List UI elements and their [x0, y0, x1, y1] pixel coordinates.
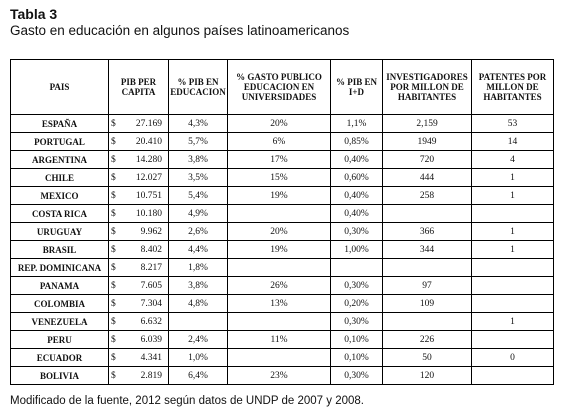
cell-patentes [472, 331, 554, 349]
cell-patentes: 1 [472, 313, 554, 331]
cell-pib-educacion: 5,7% [169, 133, 228, 151]
cell-pib-educacion: 1,0% [169, 349, 228, 367]
cell-pib-per-capita [109, 187, 169, 205]
cell-pais: ECUADOR [11, 349, 109, 367]
currency-symbol: $ [111, 118, 116, 129]
cell-pib-per-capita [109, 277, 169, 295]
currency-symbol: $ [111, 262, 116, 273]
cell-gasto-universidades: 15% [228, 169, 331, 187]
source-note: Modificado de la fuente, 2012 según datos de UNDP de 2007 y 2008. [10, 395, 364, 407]
cell-pib-id: 0,40% [331, 187, 383, 205]
cell-pais: COSTA RICA [11, 205, 109, 223]
table-row [11, 205, 554, 223]
cell-pib-per-capita [109, 331, 169, 349]
cell-pib-value: 10.751 [135, 190, 162, 201]
cell-pib-educacion: 5,4% [169, 187, 228, 205]
cell-gasto-universidades: 20% [228, 223, 331, 241]
cell-pais: URUGUAY [11, 223, 109, 241]
cell-pib-value: 7.605 [140, 280, 162, 291]
cell-pib-educacion: 2,4% [169, 331, 228, 349]
cell-patentes: 1 [472, 241, 554, 259]
cell-pib-id: 0,30% [331, 313, 383, 331]
cell-investigadores [383, 313, 472, 331]
cell-investigadores: 97 [383, 277, 472, 295]
table-row [11, 277, 554, 295]
table-title: Tabla 3 [10, 6, 58, 22]
currency-symbol: $ [111, 370, 116, 381]
cell-patentes: 0 [472, 349, 554, 367]
cell-gasto-universidades: 13% [228, 295, 331, 313]
cell-investigadores: 444 [383, 169, 472, 187]
header-patentes: PATENTES POR MILLON DE HABITANTES [472, 60, 554, 115]
cell-pais: ARGENTINA [11, 151, 109, 169]
cell-investigadores [383, 259, 472, 277]
education-spending-table [10, 59, 554, 385]
cell-gasto-universidades: 20% [228, 115, 331, 133]
cell-pib-value: 20.410 [135, 136, 162, 147]
currency-symbol: $ [111, 190, 116, 201]
cell-pib-value: 6.632 [140, 316, 162, 327]
table-row [11, 187, 554, 205]
cell-investigadores: 109 [383, 295, 472, 313]
cell-pib-value: 27.169 [135, 118, 162, 129]
cell-pais: ESPAÑA [11, 115, 109, 133]
cell-pib-per-capita [109, 313, 169, 331]
cell-investigadores: 720 [383, 151, 472, 169]
cell-gasto-universidades: 11% [228, 331, 331, 349]
cell-pib-per-capita [109, 133, 169, 151]
header-row [11, 60, 554, 115]
cell-pais: PORTUGAL [11, 133, 109, 151]
cell-pib-id: 0,40% [331, 205, 383, 223]
cell-pais: COLOMBIA [11, 295, 109, 313]
cell-pib-educacion: 4,9% [169, 205, 228, 223]
cell-investigadores: 1949 [383, 133, 472, 151]
cell-investigadores [383, 205, 472, 223]
header-pib-per-capita: PIB PER CAPITA [109, 60, 169, 115]
currency-symbol: $ [111, 208, 116, 219]
cell-pib-value: 8.402 [140, 244, 162, 255]
cell-pib-id: 0,40% [331, 151, 383, 169]
cell-pib-per-capita [109, 367, 169, 385]
cell-patentes: 1 [472, 223, 554, 241]
table-row [11, 133, 554, 151]
currency-symbol: $ [111, 172, 116, 183]
currency-symbol: $ [111, 280, 116, 291]
cell-pib-educacion: 3,8% [169, 151, 228, 169]
cell-pib-educacion: 4,4% [169, 241, 228, 259]
cell-pib-per-capita [109, 241, 169, 259]
cell-pib-educacion: 4,8% [169, 295, 228, 313]
header-gasto-universidades: % GASTO PUBLICO EDUCACION EN UNIVERSIDADES [228, 60, 331, 115]
cell-investigadores: 344 [383, 241, 472, 259]
cell-pib-educacion: 6,4% [169, 367, 228, 385]
cell-pib-per-capita [109, 223, 169, 241]
cell-pib-per-capita [109, 205, 169, 223]
table-row [11, 313, 554, 331]
cell-pib-educacion [169, 313, 228, 331]
currency-symbol: $ [111, 136, 116, 147]
currency-symbol: $ [111, 226, 116, 237]
cell-pais: BRASIL [11, 241, 109, 259]
cell-pib-per-capita [109, 349, 169, 367]
table-row [11, 169, 554, 187]
currency-symbol: $ [111, 352, 116, 363]
cell-investigadores: 2,159 [383, 115, 472, 133]
cell-patentes: 14 [472, 133, 554, 151]
table-row [11, 259, 554, 277]
cell-pais: MEXICO [11, 187, 109, 205]
cell-patentes: 53 [472, 115, 554, 133]
cell-pib-educacion: 2,6% [169, 223, 228, 241]
cell-pib-educacion: 1,8% [169, 259, 228, 277]
table-row [11, 367, 554, 385]
cell-pib-value: 12.027 [135, 172, 162, 183]
currency-symbol: $ [111, 334, 116, 345]
cell-pib-id: 0,30% [331, 277, 383, 295]
cell-patentes [472, 259, 554, 277]
cell-pib-per-capita [109, 169, 169, 187]
cell-pib-per-capita [109, 151, 169, 169]
table-row [11, 349, 554, 367]
table-row [11, 115, 554, 133]
currency-symbol: $ [111, 244, 116, 255]
cell-pib-per-capita [109, 115, 169, 133]
cell-pib-value: 6.039 [140, 334, 162, 345]
cell-investigadores: 258 [383, 187, 472, 205]
header-pib-educacion: % PIB EN EDUCACION [169, 60, 228, 115]
cell-pib-value: 14.280 [135, 154, 162, 165]
cell-gasto-universidades: 17% [228, 151, 331, 169]
cell-patentes [472, 295, 554, 313]
cell-pais: VENEZUELA [11, 313, 109, 331]
currency-symbol: $ [111, 316, 116, 327]
header-pais: PAIS [11, 60, 109, 115]
cell-pib-per-capita [109, 295, 169, 313]
cell-pais: BOLIVIA [11, 367, 109, 385]
cell-pais: CHILE [11, 169, 109, 187]
cell-patentes: 1 [472, 169, 554, 187]
cell-pib-per-capita [109, 259, 169, 277]
table-body [11, 115, 554, 385]
cell-pib-value: 4.341 [140, 352, 162, 363]
table-row [11, 295, 554, 313]
cell-pib-id [331, 259, 383, 277]
cell-gasto-universidades: 6% [228, 133, 331, 151]
cell-pib-educacion: 4,3% [169, 115, 228, 133]
cell-patentes: 4 [472, 151, 554, 169]
cell-pib-educacion: 3,5% [169, 169, 228, 187]
cell-pib-id: 0,20% [331, 295, 383, 313]
cell-pib-value: 8.217 [140, 262, 162, 273]
table-row [11, 223, 554, 241]
cell-pib-id: 0,85% [331, 133, 383, 151]
cell-pib-id: 0,30% [331, 367, 383, 385]
cell-pib-id: 0,60% [331, 169, 383, 187]
cell-investigadores: 226 [383, 331, 472, 349]
cell-gasto-universidades [228, 313, 331, 331]
cell-pib-value: 7.304 [140, 298, 162, 309]
table-row [11, 151, 554, 169]
currency-symbol: $ [111, 154, 116, 165]
cell-gasto-universidades [228, 259, 331, 277]
cell-patentes [472, 367, 554, 385]
cell-pib-id: 0,10% [331, 349, 383, 367]
header-investigadores: INVESTIGADORES POR MILLON DE HABITANTES [383, 60, 472, 115]
cell-pib-value: 2.819 [140, 370, 162, 381]
cell-gasto-universidades: 23% [228, 367, 331, 385]
cell-patentes [472, 277, 554, 295]
cell-pais: PANAMA [11, 277, 109, 295]
cell-pib-educacion: 3,8% [169, 277, 228, 295]
cell-pais: REP. DOMINICANA [11, 259, 109, 277]
cell-gasto-universidades [228, 205, 331, 223]
cell-pib-id: 0,10% [331, 331, 383, 349]
cell-pib-id: 1,00% [331, 241, 383, 259]
cell-patentes [472, 205, 554, 223]
cell-gasto-universidades: 19% [228, 241, 331, 259]
cell-investigadores: 120 [383, 367, 472, 385]
table-row [11, 331, 554, 349]
cell-investigadores: 366 [383, 223, 472, 241]
cell-pais: PERU [11, 331, 109, 349]
cell-pib-value: 9.962 [140, 226, 162, 237]
cell-gasto-universidades: 26% [228, 277, 331, 295]
currency-symbol: $ [111, 298, 116, 309]
cell-investigadores: 50 [383, 349, 472, 367]
cell-pib-id: 0,30% [331, 223, 383, 241]
cell-pib-value: 10.180 [135, 208, 162, 219]
cell-patentes: 1 [472, 187, 554, 205]
header-pib-id: % PIB EN I+D [331, 60, 383, 115]
table-row [11, 241, 554, 259]
cell-pib-id: 1,1% [331, 115, 383, 133]
cell-gasto-universidades [228, 349, 331, 367]
table-subtitle: Gasto en educación en algunos países latinoamericanos [10, 23, 350, 38]
cell-gasto-universidades: 19% [228, 187, 331, 205]
